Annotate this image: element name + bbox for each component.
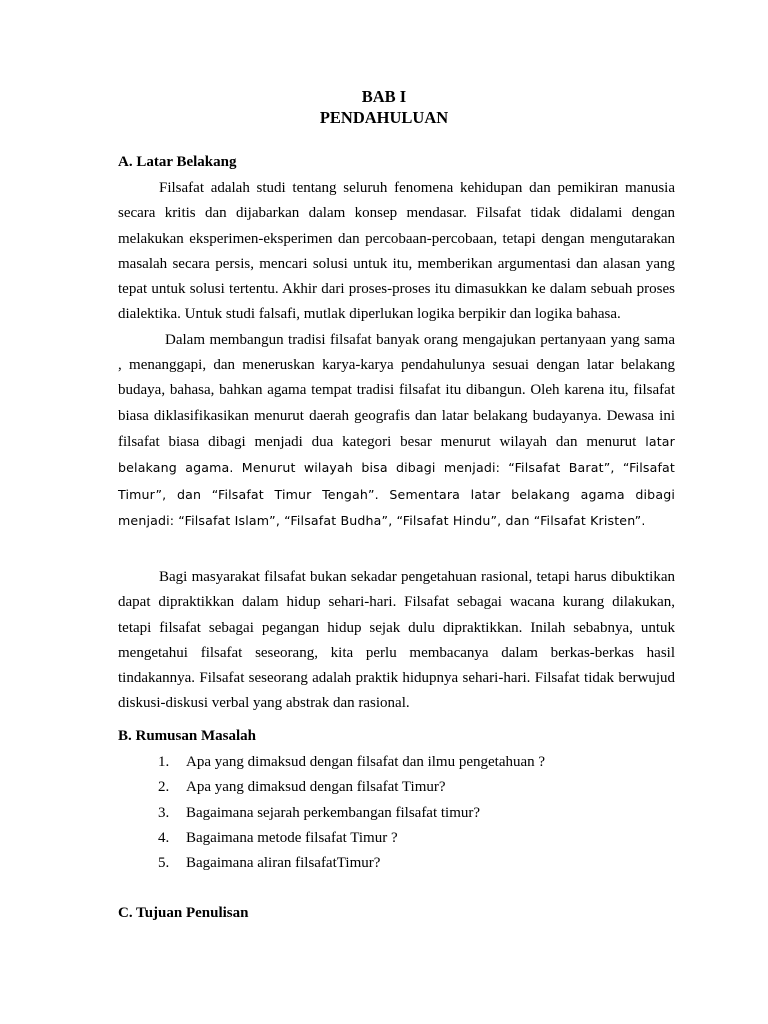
- list-item-number: 3.: [158, 804, 170, 821]
- list-item: [158, 750, 545, 775]
- paragraph-2-alt-font: latar belakang agama. Menurut wilayah bisa dibagi menjadi: “Filsafat Barat”, “Filsafat Timur”, dan “Filsafat Timur Tengah”. Sementara latar belakang agama dibagi menjadi: “Filsafat Islam”, “Filsafat Budha”, “Filsafat Hindu”, dan “Filsafat Kristen”.: [118, 433, 676, 528]
- list-item-text: Apa yang dimaksud dengan filsafat dan ilmu pengetahuan ?: [186, 754, 546, 770]
- list-item-number: 2.: [158, 779, 170, 796]
- list-item: [158, 801, 545, 826]
- chapter-title: PENDAHULUAN: [319, 108, 449, 127]
- chapter-header: [0, 86, 768, 128]
- section-a-body: [118, 176, 675, 534]
- paragraph-2: [118, 328, 675, 534]
- list-item-text: Bagaimana metode filsafat Timur ?: [186, 829, 398, 846]
- list-item-text: Bagaimana sejarah perkembangan filsafat timur?: [186, 804, 481, 821]
- list-item: [158, 851, 545, 876]
- section-b-heading: B. Rumusan Masalah: [118, 728, 256, 744]
- list-item-text: Bagaimana aliran filsafatTimur?: [186, 855, 381, 872]
- section-c-heading: C. Tujuan Penulisan: [118, 905, 249, 921]
- paragraph-1: Filsafat adalah studi tentang seluruh fenomena kehidupan dan pemikiran manusia secara kritis dan dijabarkan dalam konsep mendasar. Filsafat tidak didalami dengan melakukan eksperimen-eksperimen dan percobaan-percobaan, tetapi dengan mengutarakan masalah secara persis, mencari solusi untuk itu, memberikan argumentasi dan alasan yang tepat untuk solusi tertentu. Akhir dari proses-proses itu dimasukkan ke dalam sebuah proses dialektika. Untuk studi falsafi, mutlak diperlukan logika berpikir dan logika bahasa.: [118, 180, 675, 323]
- paragraph-2-main: Dalam membangun tradisi filsafat banyak orang mengajukan pertanyaan yang sama , menanggapi, dan meneruskan karya-karya pendahulunya sesuai dengan latar belakang budaya, bahasa, bahkan agama tempat tradisi filsafat itu dibangun. Oleh karena itu, filsafat biasa diklasifikasikan menurut daerah geografis dan latar belakang budayanya. Dewasa ini filsafat biasa dibagi menjadi dua kategori besar menurut wilayah dan menurut: [118, 331, 675, 450]
- chapter-number: BAB I: [361, 87, 407, 106]
- list-item: [158, 775, 545, 800]
- list-item-number: 5.: [158, 855, 170, 872]
- list-item: [158, 826, 545, 851]
- rumusan-masalah-list: [158, 750, 545, 876]
- section-a-heading: A. Latar Belakang: [118, 154, 237, 170]
- list-item-number: 4.: [158, 829, 170, 846]
- list-item-text: Apa yang dimaksud dengan filsafat Timur?: [186, 779, 446, 796]
- paragraph-3-block: [118, 565, 675, 717]
- paragraph-3: Bagi masyarakat filsafat bukan sekadar pengetahuan rasional, tetapi harus dibuktikan dapat dipraktikkan dalam hidup sehari-hari. Filsafat sebagai wacana kurang dilakukan, tetapi filsafat sebagai pegangan hidup sejak dulu dipraktikkan. Inilah sebabnya, untuk mengetahui filsafat seseorang, kita perlu membacanya dalam berkas-berkas hasil tindakannya. Filsafat seseorang adalah praktik hidupnya sehari-hari. Filsafat tidak berwujud diskusi-diskusi verbal yang abstrak dan rasional.: [118, 569, 675, 712]
- list-item-number: 1.: [158, 754, 170, 770]
